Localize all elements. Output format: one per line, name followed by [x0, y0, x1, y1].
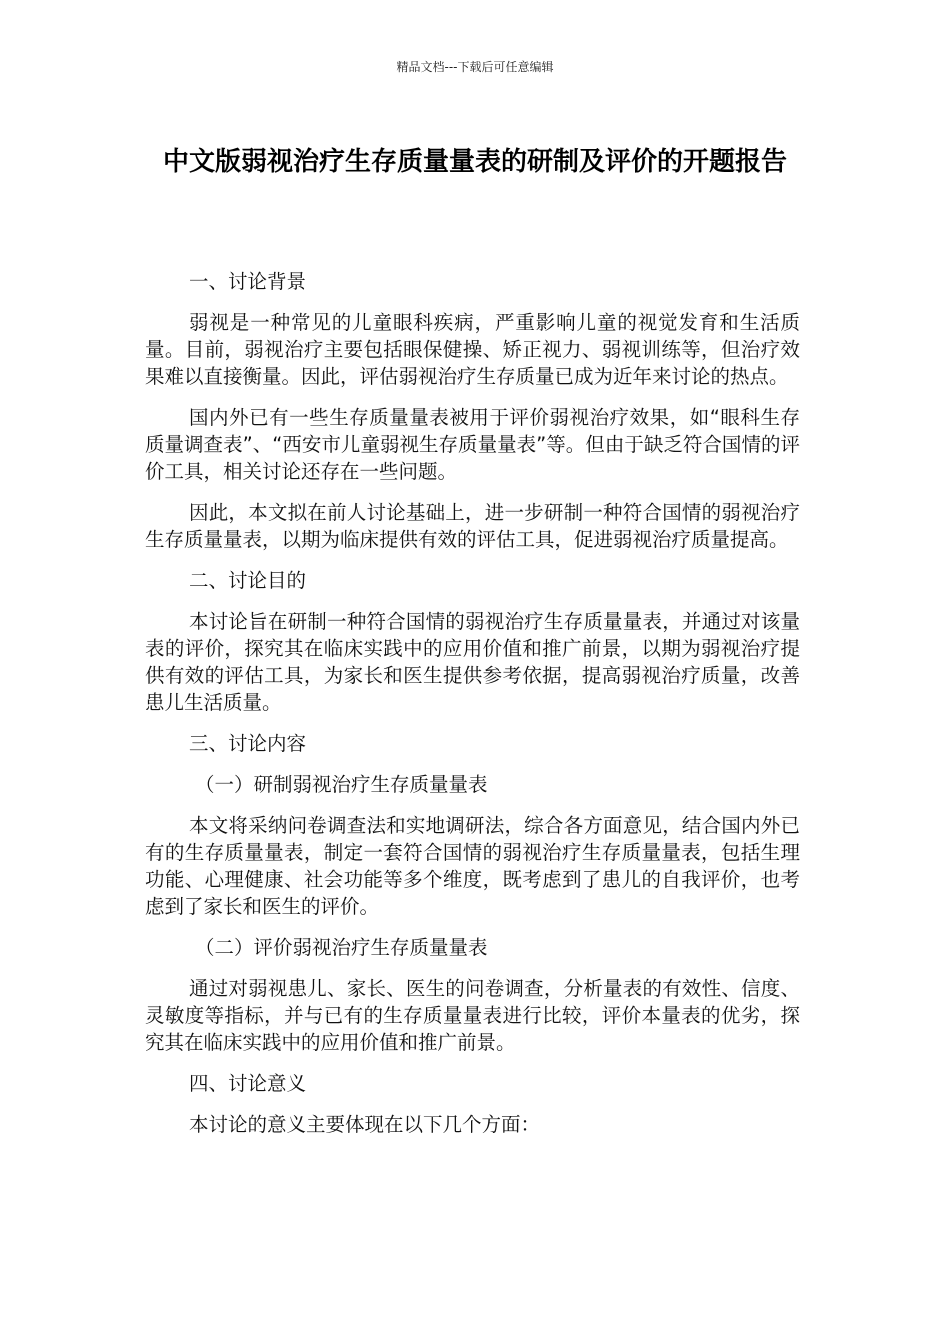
section-heading-background: 一、讨论背景 — [189, 270, 307, 293]
section-heading-significance: 四、讨论意义 — [189, 1072, 307, 1095]
paragraph: 本文将采纳问卷调查法和实地调研法，综合各方面意见，结合国内外已有的生存质量量表，制定一套符合国情的弱视治疗生存质量量表，包括生理功能、心理健康、社会功能等多个维度，既考虑到了患儿的自我评价，也考虑到了家长和医生的评价。 — [145, 814, 800, 918]
paragraph: 弱视是一种常见的儿童眼科疾病，严重影响儿童的视觉发育和生活质量。目前，弱视治疗主要包括眼保健操、矫正视力、弱视训练等，但治疗效果难以直接衡量。因此，评估弱视治疗生存质量已成为近年来讨论的热点。 — [145, 311, 800, 388]
document-body — [145, 268, 800, 1152]
section-heading-purpose: 二、讨论目的 — [189, 569, 307, 592]
paragraph: 通过对弱视患儿、家长、医生的问卷调查，分析量表的有效性、信度、灵敏度等指标，并与已有的生存质量量表进行比较，评价本量表的优劣，探究其在临床实践中的应用价值和推广前景。 — [145, 977, 800, 1054]
paragraph: 因此，本文拟在前人讨论基础上，进一步研制一种符合国情的弱视治疗生存质量量表，以期为临床提供有效的评估工具，促进弱视治疗质量提高。 — [145, 501, 800, 551]
paragraph: 本讨论旨在研制一种符合国情的弱视治疗生存质量量表，并通过对该量表的评价，探究其在临床实践中的应用价值和推广前景，以期为弱视治疗提供有效的评估工具，为家长和医生提供参考依据，提高弱视治疗质量，改善患儿生活质量。 — [145, 610, 800, 714]
subsection-heading-evaluate: （二）评价弱视治疗生存质量量表 — [195, 936, 488, 959]
paragraph: 国内外已有一些生存质量量表被用于评价弱视治疗效果，如“眼科生存质量调查表”、“西安市儿童弱视生存质量量表”等。但由于缺乏符合国情的评价工具，相关讨论还存在一些问题。 — [145, 406, 800, 483]
header-note: 精品文档---下载后可任意编辑 — [396, 60, 554, 74]
section-heading-content: 三、讨论内容 — [189, 732, 307, 755]
subsection-heading-develop: （一）研制弱视治疗生存质量量表 — [195, 773, 488, 796]
document-title: 中文版弱视治疗生存质量量表的研制及评价的开题报告 — [162, 147, 787, 177]
paragraph: 本讨论的意义主要体现在以下几个方面： — [189, 1113, 541, 1136]
